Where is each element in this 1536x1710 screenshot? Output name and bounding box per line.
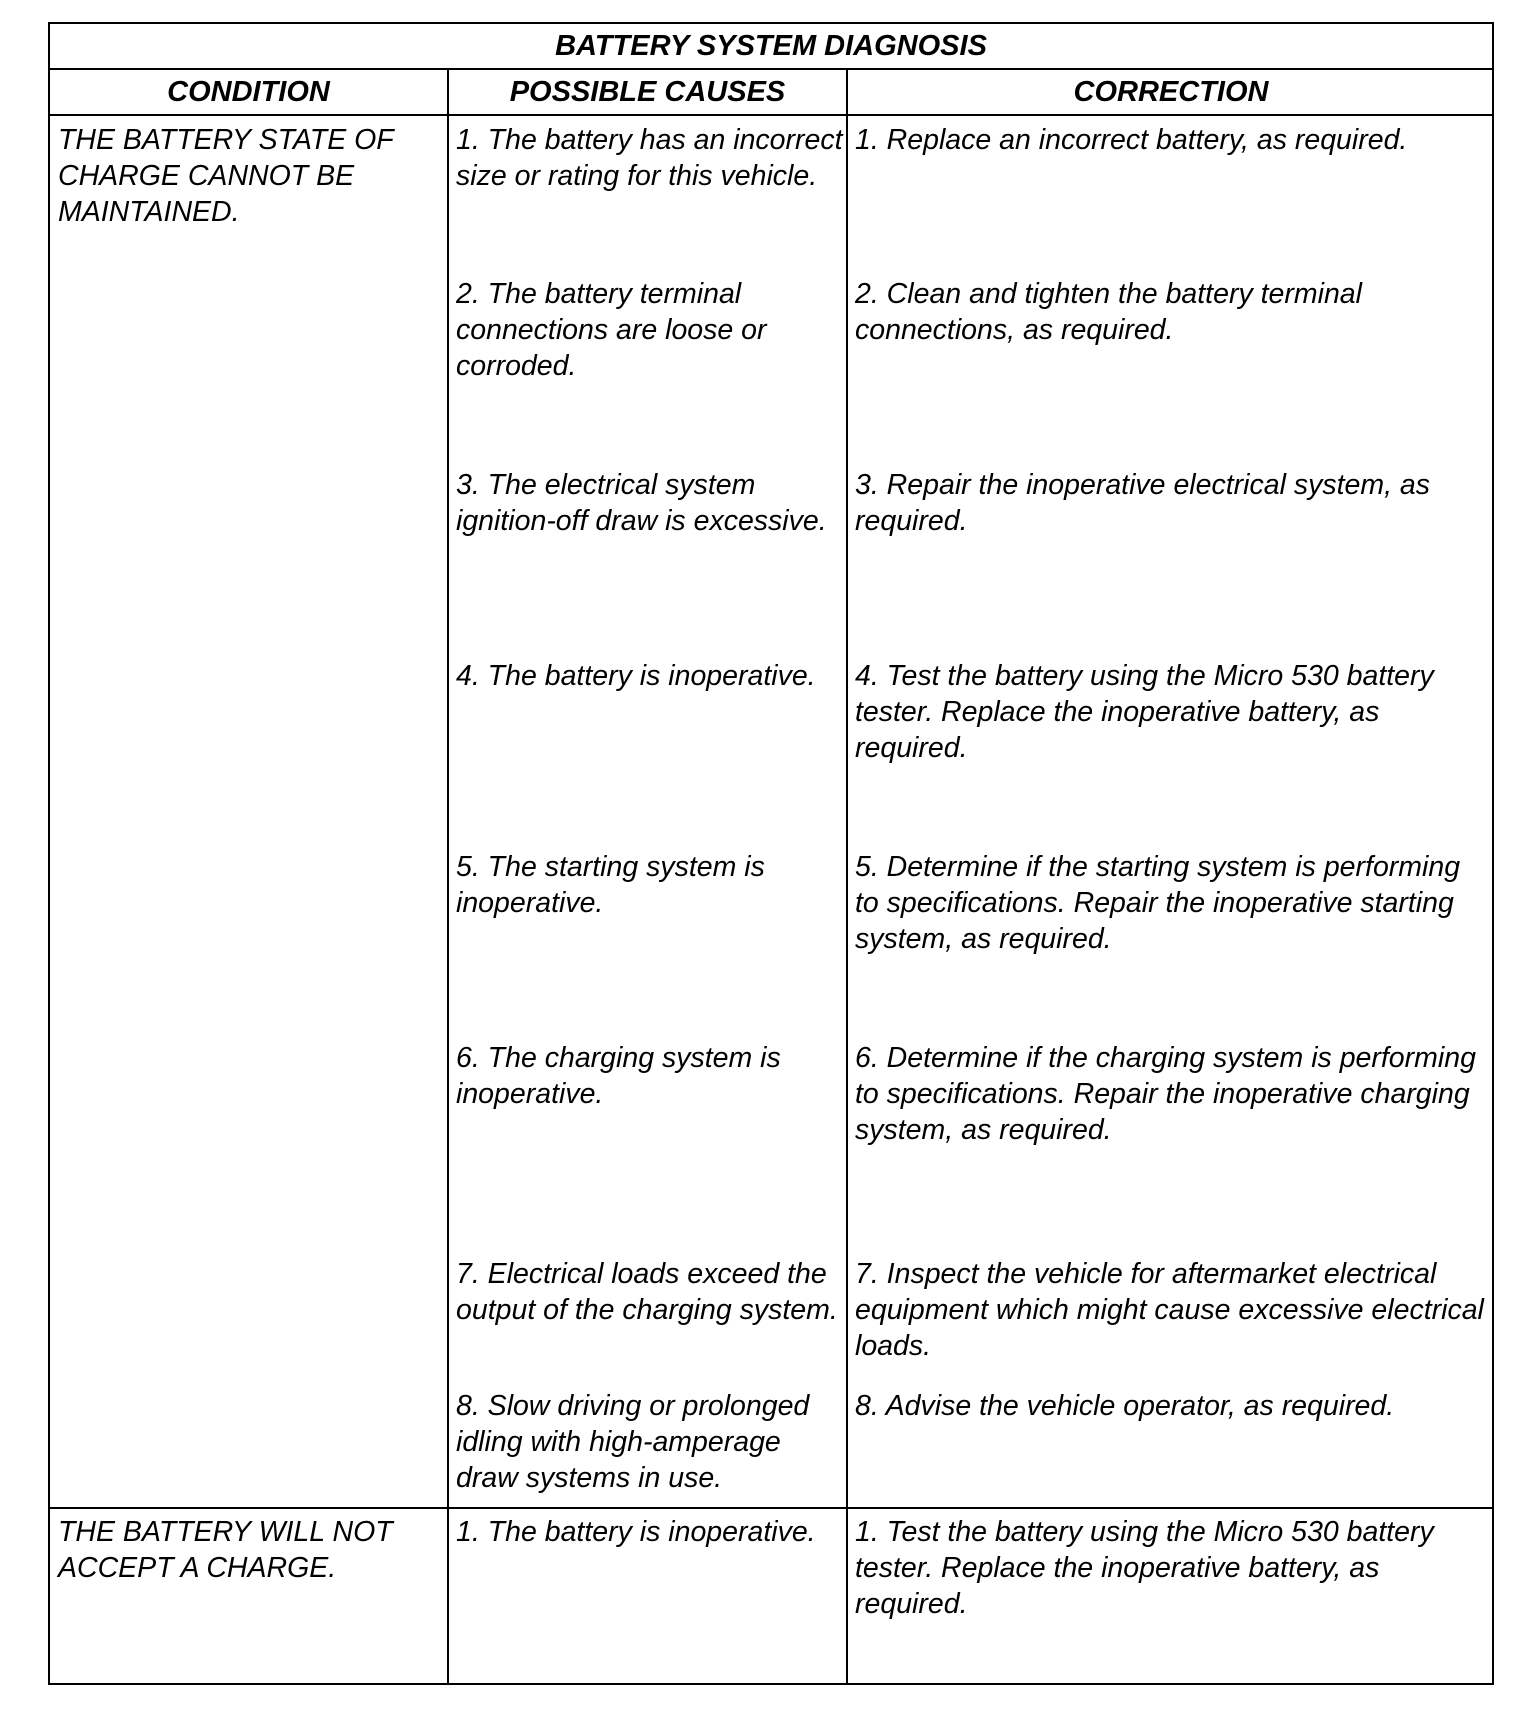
correction-item: 1. Test the battery using the Micro 530 battery tester. Replace the inoperative battery, as required. [855,1516,1434,1620]
condition-no-charge-accept: THE BATTERY WILL NOT ACCEPT A CHARGE. [58,1516,393,1584]
column-divider [447,70,449,1685]
cause-item: 1. The battery has an incorrect size or rating for this vehicle. [456,124,843,192]
header-condition: CONDITION [50,70,447,116]
cause-item: 1. The battery is inoperative. [456,1516,816,1548]
correction-item: 8. Advise the vehicle operator, as required. [855,1390,1395,1422]
diagnosis-table [48,22,1494,1685]
table-title: BATTERY SYSTEM DIAGNOSIS [50,24,1492,70]
correction-item: 2. Clean and tighten the battery terminal connections, as required. [855,278,1362,346]
correction-item: 3. Repair the inoperative electrical system, as required. [855,469,1431,537]
cause-item: 6. The charging system is inoperative. [456,1042,781,1110]
correction-item: 5. Determine if the starting system is performing to specifications. Repair the inoperative starting system, as required. [855,851,1461,955]
header-correction: CORRECTION [848,70,1494,116]
cause-item: 8. Slow driving or prolonged idling with high-amperage draw systems in use. [456,1390,810,1494]
correction-item: 4. Test the battery using the Micro 530 battery tester. Replace the inoperative battery, as required. [855,660,1434,764]
cause-item: 3. The electrical system ignition-off draw is excessive. [456,469,827,537]
correction-item: 6. Determine if the charging system is performing to specifications. Repair the inoperative charging system, as required. [855,1042,1476,1146]
cause-item: 2. The battery terminal connections are loose or corroded. [456,278,767,382]
cause-item: 5. The starting system is inoperative. [456,851,765,919]
cause-item: 4. The battery is inoperative. [456,660,816,692]
correction-item: 7. Inspect the vehicle for aftermarket electrical equipment which might cause excessive electrical loads. [855,1258,1484,1362]
condition-charge-not-maintained: THE BATTERY STATE OF CHARGE CANNOT BE MAINTAINED. [58,124,394,228]
row-divider [50,1507,1492,1509]
correction-item: 1. Replace an incorrect battery, as required. [855,124,1408,156]
column-divider [846,70,848,1685]
cause-item: 7. Electrical loads exceed the output of the charging system. [456,1258,838,1326]
header-possible-causes: POSSIBLE CAUSES [449,70,846,116]
